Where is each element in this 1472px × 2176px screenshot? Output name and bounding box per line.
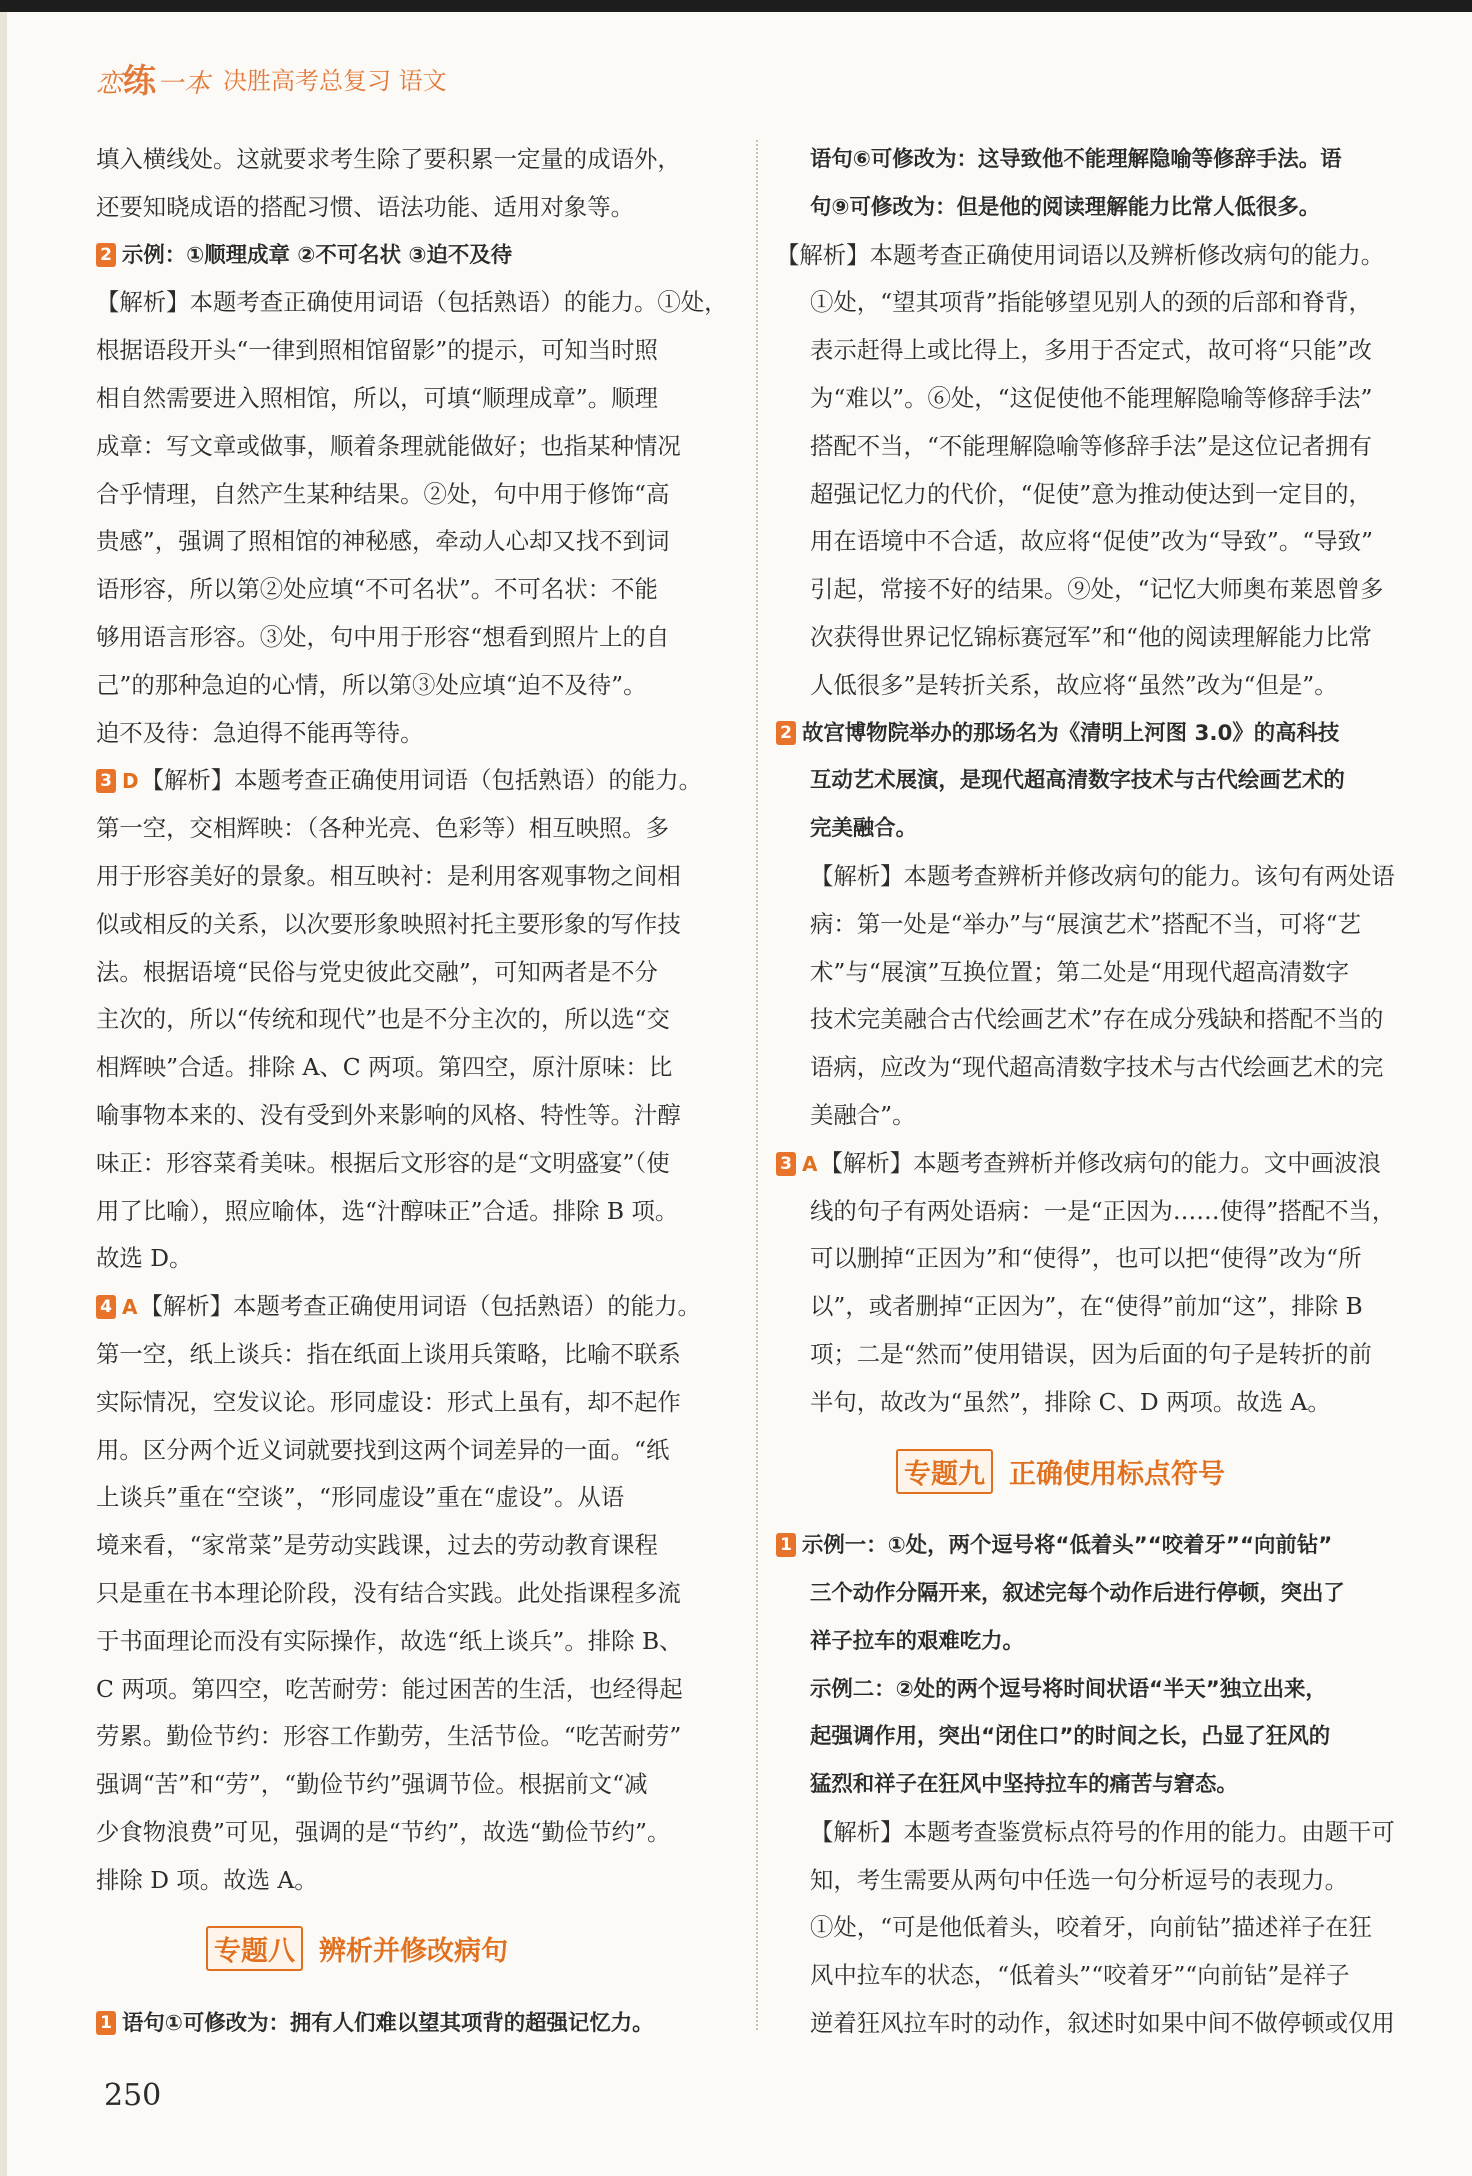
analysis-line: 引起，常接不好的结果。⑨处，“记忆大师奥布莱恩曾多	[810, 575, 1384, 604]
answer-4: 4 A【解析】本题考查正确使用词语（包括熟语）的能力。	[96, 1283, 732, 1331]
analysis-line: 次获得世界记忆锦标赛冠军”和“他的阅读理解能力比常	[810, 622, 1372, 651]
analysis-line: 知，考生需要从两句中任选一句分析逗号的表现力。	[810, 1865, 1348, 1894]
section-heading-8	[96, 1904, 732, 2000]
answer-s8-3: 3 A【解析】本题考查辨析并修改病句的能力。文中画波浪	[776, 1140, 1410, 1188]
section-title-8	[206, 1926, 508, 1971]
answer-2: 2 示例：①顺理成章 ②不可名状 ③迫不及待	[96, 232, 732, 280]
page-header	[96, 58, 447, 98]
analysis-line: 【解析】本题考查辨析并修改病句的能力。该句有两处语	[810, 861, 1395, 890]
answer-line: 互动艺术展演，是现代超高清数字技术与古代绘画艺术的	[810, 768, 1345, 794]
answer-line: 句⑨可修改为：但是他的阅读理解能力比常人低很多。	[810, 194, 1321, 220]
analysis-line: 【解析】本题考查正确使用词语以及辨析修改病句的能力。	[776, 240, 1385, 269]
analysis-line: 病：第一处是“举办”与“展演艺术”搭配不当，可将“艺	[810, 909, 1361, 938]
analysis-line: C 两项。第四空，吃苦耐劳：能过困苦的生活，也经得起	[96, 1674, 683, 1703]
section-title: 正确使用标点符号	[1009, 1458, 1225, 1490]
analysis-line: 语病，应改为“现代超高清数字技术与古代绘画艺术的完	[810, 1053, 1384, 1082]
analysis-line: ①处，“可是他低着头，咬着牙，向前钻”描述祥子在狂	[810, 1913, 1372, 1942]
analysis-line: 于书面理论而没有实际操作，故选“纸上谈兵”。排除 B、	[96, 1626, 683, 1655]
section-tag: 专题八	[206, 1926, 303, 1971]
analysis-line: 强调“苦”和“劳”，“勤俭节约”强调节俭。根据前文“减	[96, 1770, 648, 1799]
analysis-line: 用在语境中不合适，故应将“促使”改为“导致”。“导致”	[810, 527, 1373, 556]
column-divider	[756, 140, 758, 2030]
analysis-line: 用了比喻），照应喻体，选“汁醇味正”合适。排除 B 项。	[96, 1196, 679, 1225]
analysis-line: 合乎情理，自然产生某种结果。②处，句中用于修饰“高	[96, 479, 670, 508]
analysis-line: 排除 D 项。故选 A。	[96, 1865, 318, 1894]
answer-line: 完美融合。	[810, 816, 917, 842]
analysis-line: 故选 D。	[96, 1244, 193, 1273]
analysis-line: 线的句子有两处语病：一是“正因为……使得”搭配不当，	[810, 1196, 1396, 1225]
analysis-line: 只是重在书本理论阶段，没有结合实践。此处指课程多流	[96, 1578, 681, 1607]
question-number-badge: 4	[96, 1295, 116, 1319]
answer-s9-1: 1 示例一：①处，两个逗号将“低着头”“咬着牙”“向前钻”	[776, 1522, 1410, 1570]
analysis-line: 语形容，所以第②处应填“不可名状”。不可名状：不能	[96, 575, 658, 604]
question-number-badge: 3	[96, 769, 116, 793]
text-line: 填入横线处。这就要求考生除了要积累一定量的成语外，	[96, 145, 681, 173]
section-tag: 专题九	[896, 1449, 993, 1494]
analysis-line: 人低很多”是转折关系，故应将“虽然”改为“但是”。	[810, 670, 1338, 699]
analysis-line: 成章：写文章或做事，顺着条理就能做好；也指某种情况	[96, 431, 681, 460]
analysis-line: 技术完美融合古代绘画艺术”存在成分残缺和搭配不当的	[810, 1005, 1384, 1034]
analysis-line: 够用语言形容。③处，句中用于形容“想看到照片上的自	[96, 622, 670, 651]
analysis-line: 根据语段开头“一律到照相馆留影”的提示，可知当时照	[96, 336, 658, 365]
book-subtitle: 决胜高考总复习 语文	[223, 66, 447, 95]
analysis-line: 第一空，纸上谈兵：指在纸面上谈用兵策略，比喻不联系	[96, 1339, 681, 1368]
analysis-line: 项；二是“然而”使用错误，因为后面的句子是转折的前	[810, 1339, 1372, 1368]
right-column	[776, 136, 1410, 2048]
brand-logo: 恋练一本	[96, 60, 212, 100]
analysis-line: 可以删掉“正因为”和“使得”，也可以把“使得”改为“所	[810, 1244, 1362, 1273]
page-number: 250	[104, 2078, 162, 2113]
answer-letter: A	[802, 1151, 818, 1176]
analysis-line: 以”，或者删掉“正因为”，在“使得”前加“这”，排除 B	[810, 1292, 1363, 1321]
analysis-line: 贵感”，强调了照相馆的神秘感，牵动人心却又找不到词	[96, 527, 670, 556]
question-number-badge: 3	[776, 1152, 796, 1176]
analysis-line: 半句，故改为“虽然”，排除 C、D 两项。故选 A。	[810, 1387, 1331, 1416]
question-number-badge: 1	[96, 2011, 116, 2035]
analysis-line: 己”的那种急迫的心情，所以第③处应填“迫不及待”。	[96, 670, 647, 699]
analysis-line: 术”与“展演”互换位置；第二处是“用现代超高清数字	[810, 957, 1350, 986]
analysis-line: 实际情况，空发议论。形同虚设：形式上虽有，却不起作	[96, 1387, 681, 1416]
analysis-line: 美融合”。	[810, 1100, 916, 1129]
analysis-line: 第一空，交相辉映：（各种光亮、色彩等）相互映照。多	[96, 814, 670, 843]
left-column	[96, 136, 732, 2048]
analysis-line: 少食物浪费”可见，强调的是“节约”，故选“勤俭节约”。	[96, 1817, 671, 1846]
analysis-line: 境来看，“家常菜”是劳动实践课，过去的劳动教育课程	[96, 1531, 658, 1560]
analysis-line: 【解析】本题考查正确使用词语（包括熟语）的能力。①处，	[96, 288, 728, 317]
analysis-line: 用于形容美好的景象。相互映衬：是利用客观事物之间相	[96, 861, 681, 890]
analysis-line: 上谈兵”重在“空谈”，“形同虚设”重在“虚设”。从语	[96, 1483, 625, 1512]
analysis-line: 法。根据语境“民俗与党史彼此交融”，可知两者是不分	[96, 957, 658, 986]
answer-line: 祥子拉车的艰难吃力。	[810, 1628, 1024, 1654]
page-edge	[0, 12, 7, 2176]
answer-line: 猛烈和祥子在狂风中坚持拉车的痛苦与窘态。	[810, 1772, 1238, 1798]
section-title: 辨析并修改病句	[319, 1936, 508, 1968]
analysis-line: 逆着狂风拉车时的动作，叙述时如果中间不做停顿或仅用	[810, 2009, 1395, 2038]
question-number-badge: 1	[776, 1533, 796, 1557]
analysis-line: 主次的，所以“传统和现代”也是不分主次的，所以选“交	[96, 1005, 670, 1034]
answer-line: 示例二：②处的两个逗号将时间状语“半天”独立出来，	[810, 1676, 1327, 1702]
question-number-badge: 2	[96, 243, 116, 267]
analysis-line: ①处，“望其项背”指能够望见别人的颈的后部和脊背，	[810, 288, 1372, 317]
analysis-line: 相自然需要进入照相馆，所以，可填“顺理成章”。顺理	[96, 383, 658, 412]
analysis-line: 劳累。勤俭节约：形容工作勤劳，生活节俭。“吃苦耐劳”	[96, 1722, 682, 1751]
answer-line: 语句⑥可修改为：这导致他不能理解隐喻等修辞手法。语	[810, 147, 1342, 172]
answer-3: 3 D【解析】本题考查正确使用词语（包括熟语）的能力。	[96, 757, 732, 805]
analysis-line: 为“难以”。⑥处，“这促使他不能理解隐喻等修辞手法”	[810, 383, 1373, 412]
answer-line: 三个动作分隔开来，叙述完每个动作后进行停顿，突出了	[810, 1580, 1345, 1606]
analysis-line: 相辉映”合适。排除 A、C 两项。第四空，原汁原味：比	[96, 1053, 673, 1082]
answer-line: 起强调作用，突出“闭住口”的时间之长，凸显了狂风的	[810, 1724, 1331, 1750]
analysis-line: 喻事物本来的、没有受到外来影响的风格、特性等。汁醇	[96, 1100, 681, 1129]
question-number-badge: 2	[776, 721, 796, 745]
section-heading-9	[776, 1427, 1410, 1523]
analysis-line: 味正：形容菜肴美味。根据后文形容的是“文明盛宴”（使	[96, 1148, 670, 1177]
section-title-9	[896, 1449, 1225, 1494]
analysis-line: 表示赶得上或比得上，多用于否定式，故可将“只能”改	[810, 336, 1372, 365]
analysis-line: 迫不及待：急迫得不能再等待。	[96, 718, 424, 747]
top-border	[0, 0, 1472, 12]
analysis-line: 【解析】本题考查鉴赏标点符号的作用的能力。由题干可	[810, 1817, 1395, 1846]
answer-s8-2: 2 故宫博物院举办的那场名为《清明上河图 3.0》的高科技	[776, 710, 1410, 758]
analysis-line: 超强记忆力的代价，“促使”意为推动使达到一定目的，	[810, 479, 1372, 508]
text-line: 还要知晓成语的搭配习惯、语法功能、适用对象等。	[96, 192, 634, 221]
analysis-line: 风中拉车的状态，“低着头”“咬着牙”“向前钻”是祥子	[810, 1961, 1350, 1990]
analysis-line: 搭配不当，“不能理解隐喻等修辞手法”是这位记者拥有	[810, 431, 1372, 460]
analysis-line: 似或相反的关系，以次要形象映照衬托主要形象的写作技	[96, 909, 681, 938]
answer-letter: A	[122, 1295, 138, 1320]
analysis-line: 用。区分两个近义词就要找到这两个词差异的一面。“纸	[96, 1435, 670, 1464]
answer-s8-1: 1 语句①可修改为：拥有人们难以望其项背的超强记忆力。	[96, 2000, 732, 2048]
answer-letter: D	[122, 769, 139, 794]
